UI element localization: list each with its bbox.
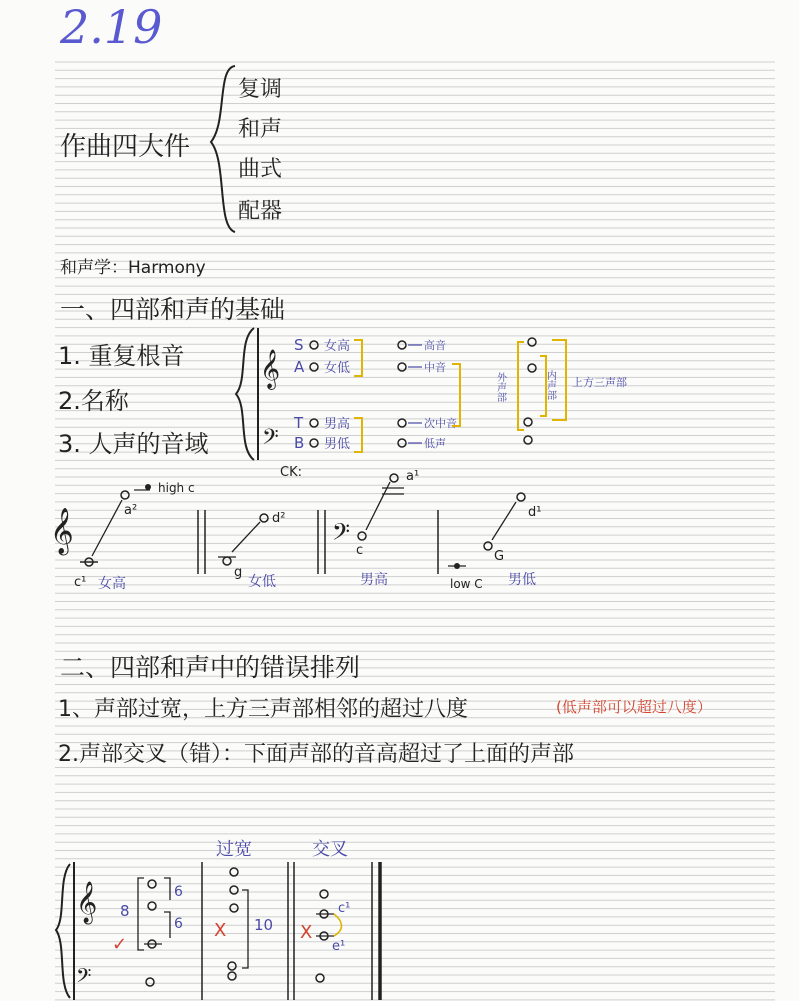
alto-low-label: g xyxy=(234,565,243,580)
harmony-label: 和声学：Harmony xyxy=(60,258,206,278)
bass-extra-label: low C xyxy=(450,577,483,591)
interval-6-lower: 6 xyxy=(174,916,183,932)
alto-name: 女低 xyxy=(248,574,276,590)
voice-name-b: 男低 xyxy=(324,437,351,452)
vocal-ranges-staff xyxy=(50,462,610,602)
voice-names-grand-staff xyxy=(232,320,652,470)
part2-line-2: 2.声部交叉（错）：下面声部的音高超过了上面的声部 xyxy=(58,742,574,767)
voice-pos-t: 次中音 xyxy=(424,417,457,430)
essential-item-orchestration: 配器 xyxy=(238,199,283,224)
essential-item-counterpoint: 复调 xyxy=(238,77,283,102)
x-mark-wide: X xyxy=(214,920,227,941)
voice-pos-a: 中音 xyxy=(424,361,446,374)
soprano-high-label: a² xyxy=(124,503,138,518)
voice-name-s: 女高 xyxy=(324,339,351,354)
voice-name-a: 女低 xyxy=(324,361,351,376)
interval-10: 10 xyxy=(254,916,274,934)
example-label-too-wide: 过宽 xyxy=(216,839,252,860)
error-examples-staff xyxy=(54,858,394,1001)
part1-point-1: 1. 重复根音 xyxy=(58,342,185,370)
interval-6-upper: 6 xyxy=(174,884,183,900)
date-heading: 2.19 xyxy=(60,0,163,54)
svg-text:𝄞: 𝄞 xyxy=(50,508,74,554)
essential-item-form: 曲式 xyxy=(238,157,283,182)
note-e1-label: e¹ xyxy=(332,939,346,954)
essential-item-harmony: 和声 xyxy=(238,117,283,142)
tenor-high-label: a¹ xyxy=(406,469,420,484)
bass-high-label: d¹ xyxy=(528,505,542,520)
soprano-name: 女高 xyxy=(98,576,126,592)
bass-low-label: G xyxy=(494,549,505,564)
inner-voices-label: 内声部 xyxy=(544,370,556,400)
voice-name-t: 男高 xyxy=(324,417,351,432)
part2-line-1-note: (低声部可以超过八度） xyxy=(556,698,712,716)
soprano-extra-label: high c xyxy=(158,481,195,495)
svg-text:𝄞: 𝄞 xyxy=(260,349,281,389)
voice-pos-b: 低声 xyxy=(424,437,446,450)
voice-letter-b: B xyxy=(294,434,305,452)
tenor-low-label: c xyxy=(356,543,364,558)
svg-text:𝄢: 𝄢 xyxy=(332,518,351,551)
part1-point-3: 3. 人声的音域 xyxy=(58,430,209,458)
soprano-low-label: c¹ xyxy=(74,575,87,590)
part1-point-2: 2.名称 xyxy=(58,387,129,415)
bass-name: 男低 xyxy=(508,572,536,588)
outer-voices-label: 外声部 xyxy=(494,372,506,402)
voice-letter-t: T xyxy=(294,414,304,432)
voice-letter-a: A xyxy=(294,358,305,376)
composition-essentials-title: 作曲四大件 xyxy=(60,132,191,162)
check-mark: ✓ xyxy=(112,934,128,955)
part2-line-1: 1、声部过宽，上方三声部相邻的超过八度 xyxy=(58,697,468,722)
svg-text:𝄢: 𝄢 xyxy=(262,425,279,455)
part1-title: 一、四部和声的基础 xyxy=(60,295,286,324)
svg-text:𝄞: 𝄞 xyxy=(76,882,98,923)
x-mark-crossing: X xyxy=(300,922,313,943)
tenor-name: 男高 xyxy=(360,572,388,588)
interval-8: 8 xyxy=(120,902,130,920)
alto-high-label: d² xyxy=(272,511,286,526)
note-c1-label: c¹ xyxy=(338,901,351,916)
voice-pos-s: 高音 xyxy=(424,339,446,352)
upper-three-voices-label: 上方三声部 xyxy=(572,376,627,389)
example-label-crossing: 交叉 xyxy=(312,839,348,860)
part2-title: 二、四部和声中的错误排列 xyxy=(60,653,361,682)
voice-letter-s: S xyxy=(294,336,304,354)
svg-text:𝄢: 𝄢 xyxy=(76,964,92,992)
ck-label: CK: xyxy=(280,465,302,480)
